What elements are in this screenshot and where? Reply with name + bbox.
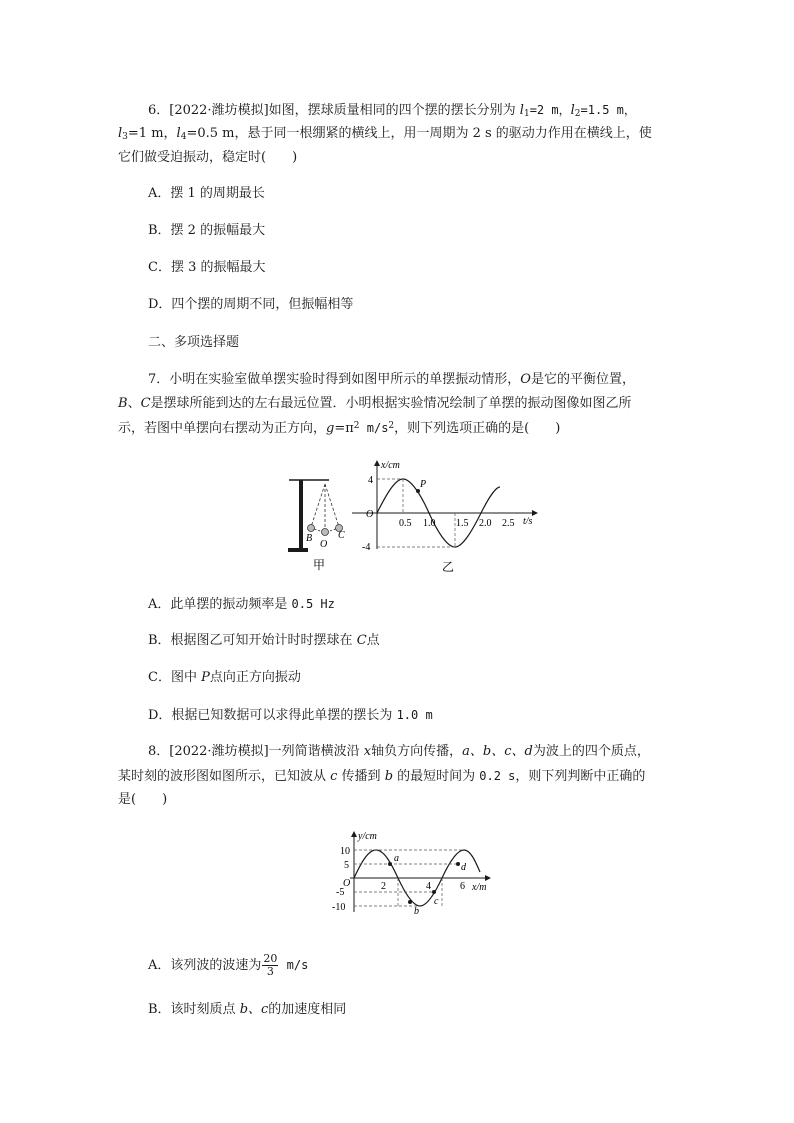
question-number: 7． [148,372,170,387]
question-source: [2022·潍坊模拟] [169,103,269,118]
x-axis-label: t/s [523,516,533,527]
y-tick-neg5: -5 [336,887,345,898]
q6-option-b[interactable]: B．摆 2 的振幅最大 [148,223,266,238]
q7-line1: 7．小明在实验室做单摆实验时得到如图甲所示的单摆振动情形，O是它的平衡位置， [148,372,635,387]
caption-yi: 乙 [442,560,455,574]
q7-line2: B、C是摆球所能到达的左右最远位置．小明根据实验情况绘制了单摆的振动图像如图乙所 [118,396,632,411]
label-a: a [394,853,399,864]
y-tick-neg10: -10 [332,902,346,913]
q7-option-b[interactable]: B．根据图乙可知开始计时时摆球在 C点 [148,633,380,648]
q7-option-c[interactable]: C．图中 P点向正方向振动 [148,670,301,685]
figure-yi-graph [332,457,547,577]
q8-option-b[interactable]: B．该时刻质点 b、c的加速度相同 [148,1002,347,1017]
ball-o [322,529,329,536]
x-tick-1-5: 1.5 [456,518,469,529]
q8-line3: 是( ) [118,792,168,807]
y-axis-label: x/cm [381,460,400,471]
figure-wave-graph [330,828,500,920]
origin-label: O [343,878,351,889]
fraction: $\frac{20}{3}$ [263,952,278,978]
x-tick-0-5: 0.5 [399,518,412,529]
y-tick-4: 4 [368,475,373,486]
label-p: P [420,479,427,490]
y-axis-label: y/cm [358,831,377,842]
q7-line3: 示，若图中单摆向右摆动为正方向，$g=\pi^2$ $m/s^2$，则下列选项正确的是( ) [118,421,561,436]
label-c: C [338,530,345,541]
x-tick-4: 4 [426,881,431,892]
point-c [432,890,436,894]
q8-option-a[interactable]: A．该列波的波速为 $\frac{20}{3}$ m/s [148,952,309,978]
question-source: [2022·潍坊模拟] [169,744,269,759]
origin-label: O [366,509,374,520]
point-a [388,862,392,866]
q7-option-a[interactable]: A．此单摆的振动频率是 0.5 Hz [148,597,335,612]
y-tick-10: 10 [340,846,350,857]
q7-option-d[interactable]: D．根据已知数据可以求得此单摆的摆长为 1.0 m [148,708,433,723]
x-tick-2: 2 [381,881,386,892]
ball-b [308,525,315,532]
point-b [408,900,412,904]
q6-line2: $l_3=1$ m，$l_4=0.5$ m，悬于同一根绷紧的横线上，用一周期为 2 s 的驱动力作用在横线上，使 [118,126,652,142]
label-c: c [434,896,439,907]
q8-line1: 8．[2022·潍坊模拟]一列简谐横波沿 x轴负方向传播，a、b、c、d为波上的四个质点， [148,744,650,759]
caption-jia: 甲 [313,558,326,572]
x-tick-2-5: 2.5 [502,518,515,529]
q6-option-a[interactable]: A．摆 1 的周期最长 [148,186,265,201]
section-title: 二、多项选择题 [148,335,240,350]
x-axis-label: x/m [472,882,487,893]
q6-line3: 它们做受迫振动，稳定时( ) [118,150,298,165]
x-tick-1-0: 1.0 [423,518,436,529]
x-tick-6: 6 [460,881,465,892]
question-number: 6． [148,103,170,118]
label-b: B [306,533,313,544]
y-tick-5: 5 [344,860,349,871]
q8-line2: 某时刻的波形图如图所示，已知波从 c 传播到 b 的最短时间为 0.2 s，则下列判断中正确的 [118,769,646,784]
label-d: d [461,862,466,873]
q6-line1: 6．[2022·潍坊模拟]如图，摆球质量相同的四个摆的摆长分别为 $l_1=2$ m，$l_2=1.5$ m， [148,103,636,119]
label-b: b [414,906,419,917]
y-tick-neg4: -4 [362,542,371,553]
q6-option-d[interactable]: D．四个摆的周期不同，但振幅相等 [148,297,354,312]
q6-option-c[interactable]: C．摆 3 的振幅最大 [148,260,266,275]
point-d [456,862,460,866]
x-tick-2-0: 2.0 [479,518,492,529]
label-o: O [320,539,328,550]
question-number: 8． [148,744,170,759]
